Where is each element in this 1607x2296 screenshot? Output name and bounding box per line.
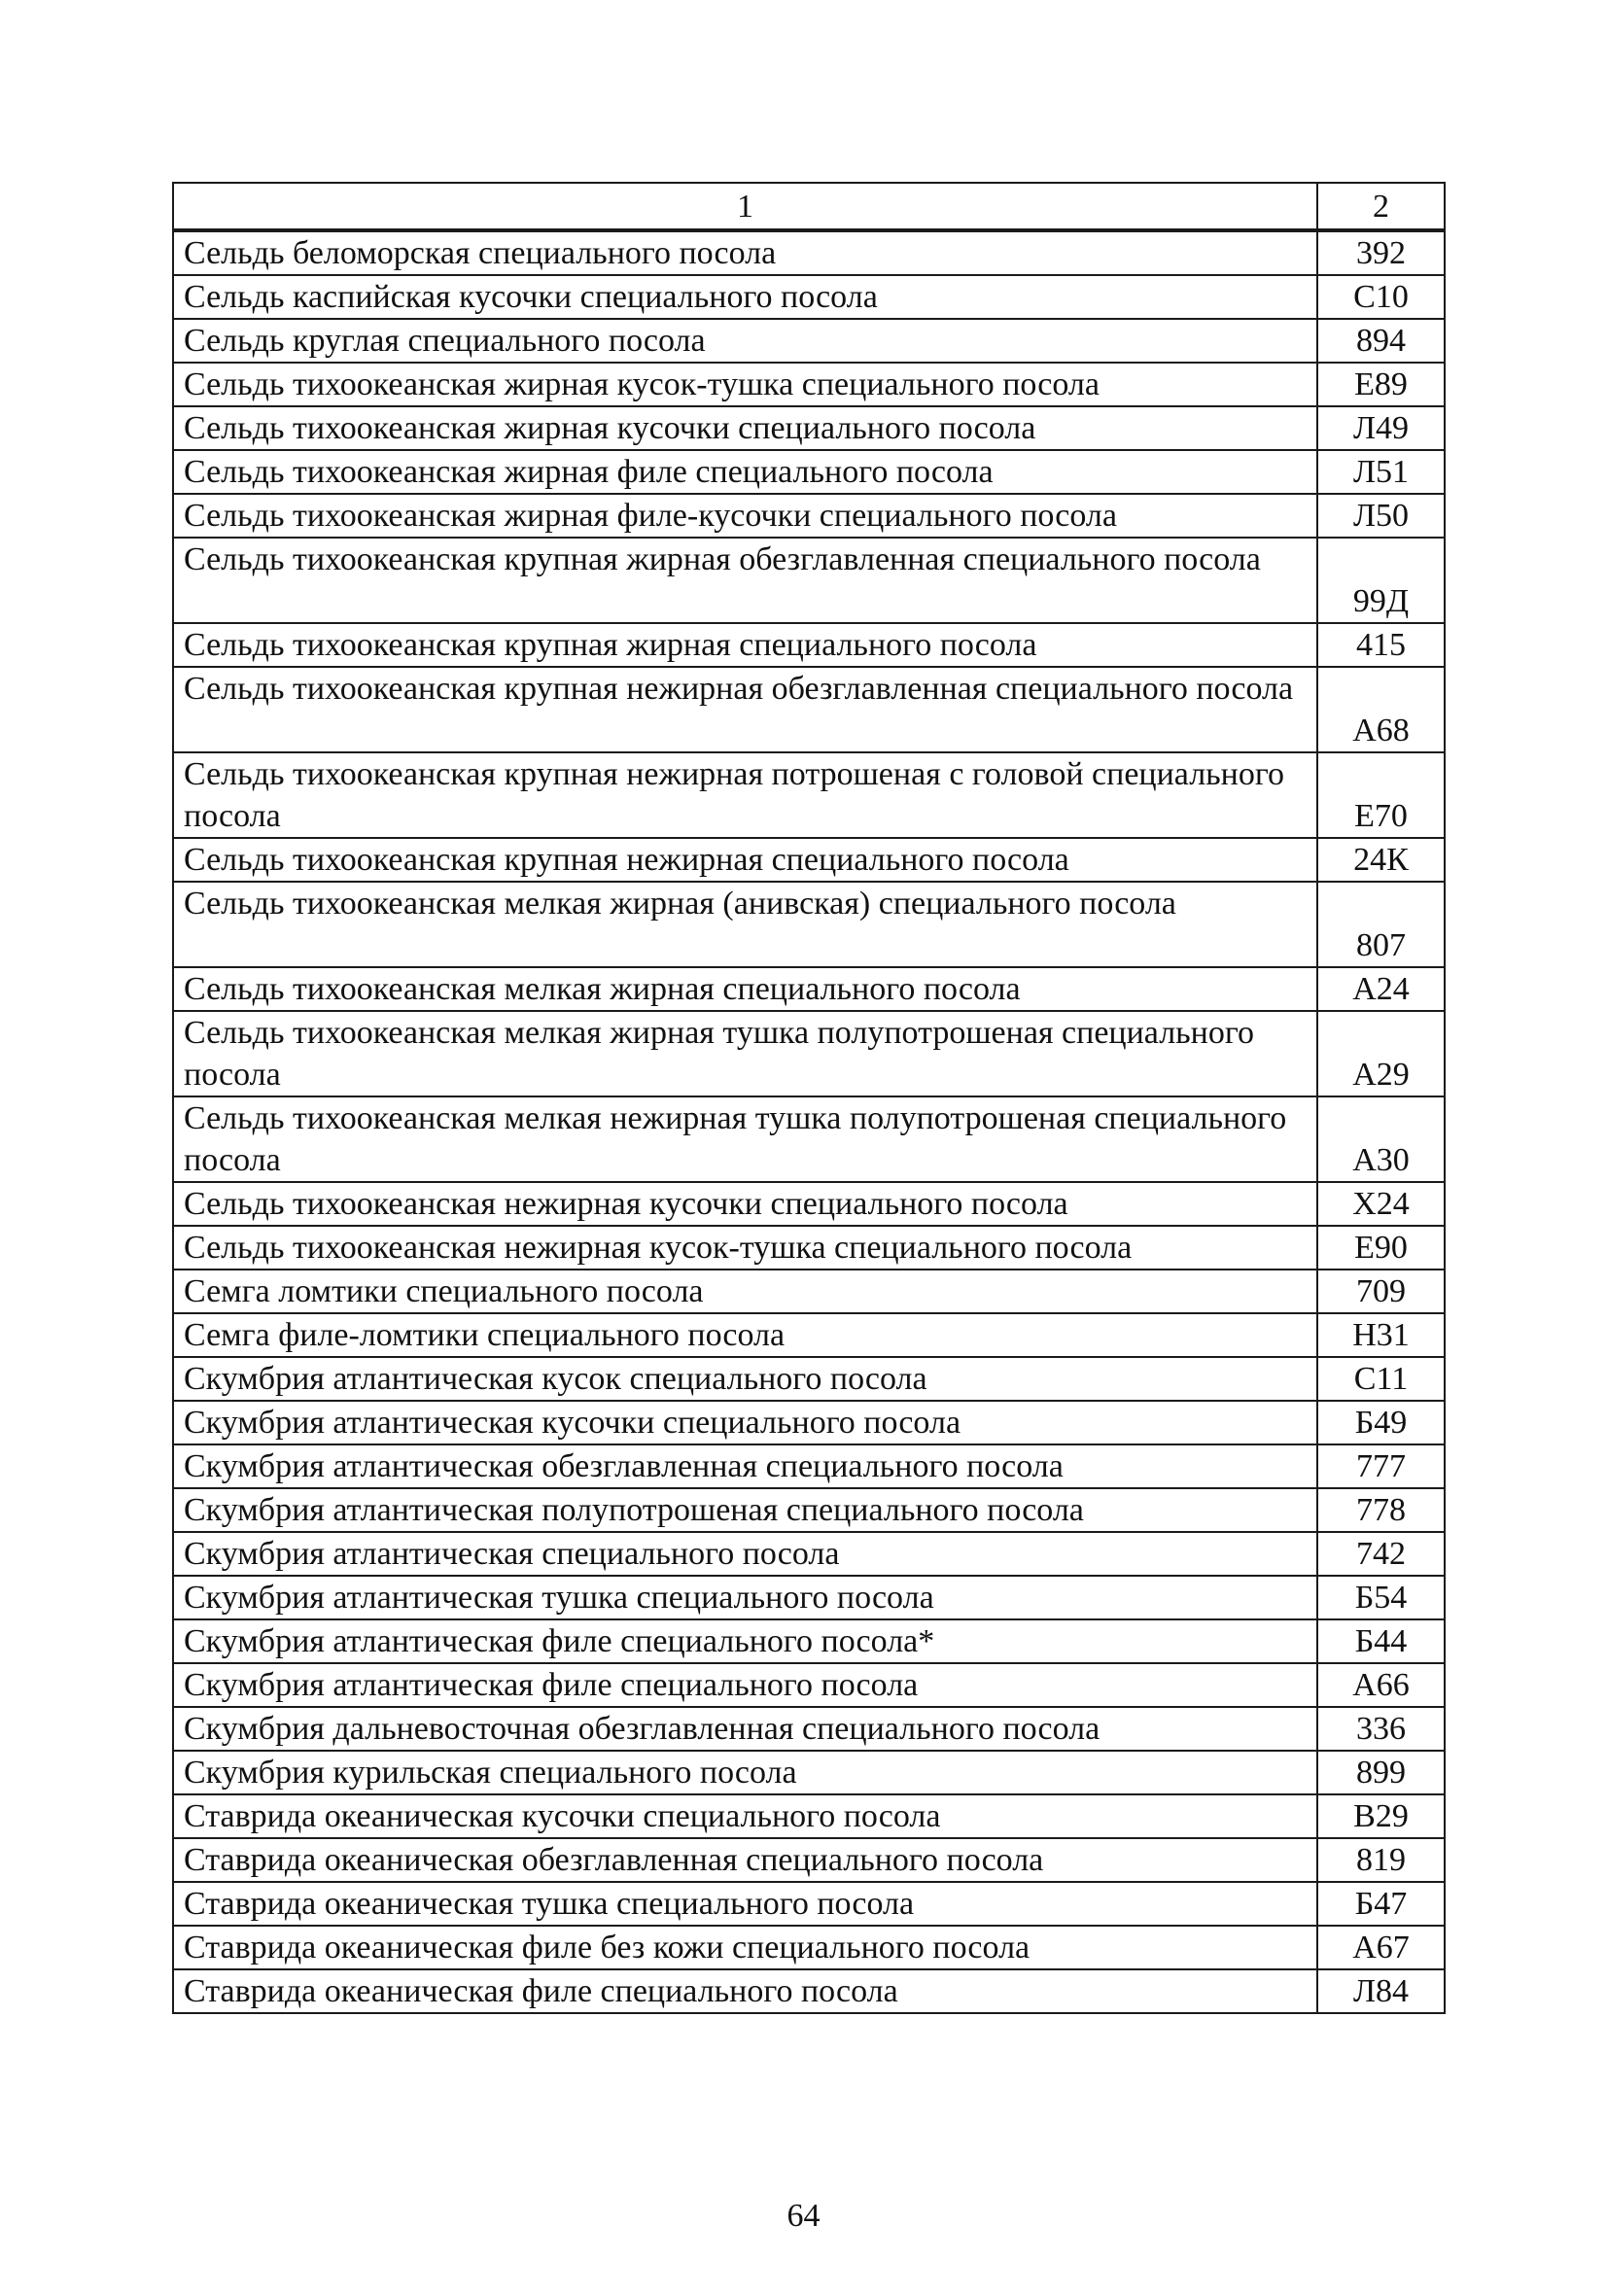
product-code-cell: 392: [1317, 230, 1445, 275]
table-row: [173, 838, 1445, 882]
product-code-cell: А29: [1317, 1011, 1445, 1096]
table-row: [173, 319, 1445, 363]
product-name-cell: Сельдь беломорская специального посола: [173, 230, 1317, 275]
table-header: [173, 183, 1445, 230]
table-row: [173, 275, 1445, 319]
table-row: [173, 406, 1445, 450]
table-row: [173, 538, 1445, 623]
table-row: [173, 1226, 1445, 1270]
table-row: [173, 450, 1445, 494]
table-row: [173, 623, 1445, 667]
product-code-cell: 819: [1317, 1838, 1445, 1882]
product-name-cell: Сельдь каспийская кусочки специального посола: [173, 275, 1317, 319]
product-name-cell: Ставрида океаническая кусочки специального посола: [173, 1794, 1317, 1838]
product-code-cell: Б54: [1317, 1576, 1445, 1619]
product-name-cell: Сельдь тихоокеанская крупная жирная обезглавленная специального посола: [173, 538, 1317, 623]
product-code-cell: Е70: [1317, 752, 1445, 838]
table-row: [173, 230, 1445, 275]
table-row: [173, 1926, 1445, 1969]
product-code-cell: С11: [1317, 1357, 1445, 1401]
product-code-cell: 894: [1317, 319, 1445, 363]
product-code-cell: Б49: [1317, 1401, 1445, 1444]
product-name-cell: Сельдь тихоокеанская нежирная кусок-тушка специального посола: [173, 1226, 1317, 1270]
product-name-cell: Сельдь тихоокеанская мелкая нежирная тушка полупотрошеная специального посола: [173, 1096, 1317, 1182]
product-code-cell: 336: [1317, 1707, 1445, 1751]
column-header-code: 2: [1317, 183, 1445, 230]
product-name-cell: Скумбрия атлантическая обезглавленная специального посола: [173, 1444, 1317, 1488]
product-code-cell: А30: [1317, 1096, 1445, 1182]
product-code-cell: Е90: [1317, 1226, 1445, 1270]
table-row: [173, 752, 1445, 838]
product-name-cell: Ставрида океаническая филе специального посола: [173, 1969, 1317, 2013]
product-code-cell: 24К: [1317, 838, 1445, 882]
product-name-cell: Семга филе-ломтики специального посола: [173, 1313, 1317, 1357]
product-name-cell: Сельдь тихоокеанская мелкая жирная (анивская) специального посола: [173, 882, 1317, 967]
table-row: [173, 1444, 1445, 1488]
product-code-cell: Б47: [1317, 1882, 1445, 1926]
table-row: [173, 1011, 1445, 1096]
table-row: [173, 1532, 1445, 1576]
product-name-cell: Скумбрия атлантическая филе специального посола*: [173, 1619, 1317, 1663]
product-name-cell: Сельдь тихоокеанская жирная кусок-тушка специального посола: [173, 363, 1317, 406]
product-name-cell: Скумбрия атлантическая полупотрошеная специального посола: [173, 1488, 1317, 1532]
product-code-cell: 742: [1317, 1532, 1445, 1576]
product-code-cell: Х24: [1317, 1182, 1445, 1226]
product-name-cell: Сельдь тихоокеанская мелкая жирная специального посола: [173, 967, 1317, 1011]
table-row: [173, 494, 1445, 538]
product-code-cell: А67: [1317, 1926, 1445, 1969]
table-row: [173, 1663, 1445, 1707]
product-code-cell: 709: [1317, 1270, 1445, 1313]
page-number: 64: [786, 2198, 821, 2234]
table-row: [173, 1707, 1445, 1751]
header-row: [173, 183, 1445, 230]
product-name-cell: Сельдь тихоокеанская крупная нежирная обезглавленная специального посола: [173, 667, 1317, 752]
table-row: [173, 1794, 1445, 1838]
product-name-cell: Сельдь тихоокеанская крупная жирная специального посола: [173, 623, 1317, 667]
product-code-cell: 99Д: [1317, 538, 1445, 623]
product-code-cell: Л51: [1317, 450, 1445, 494]
product-name-cell: Скумбрия атлантическая специального посола: [173, 1532, 1317, 1576]
table-row: [173, 1576, 1445, 1619]
product-name-cell: Сельдь тихоокеанская нежирная кусочки специального посола: [173, 1182, 1317, 1226]
product-name-cell: Сельдь тихоокеанская жирная кусочки специального посола: [173, 406, 1317, 450]
product-code-cell: В29: [1317, 1794, 1445, 1838]
table-row: [173, 363, 1445, 406]
product-name-cell: Ставрида океаническая тушка специального посола: [173, 1882, 1317, 1926]
table-row: [173, 1313, 1445, 1357]
product-name-cell: Скумбрия курильская специального посола: [173, 1751, 1317, 1794]
table-row: [173, 967, 1445, 1011]
product-name-cell: Сельдь тихоокеанская крупная нежирная специального посола: [173, 838, 1317, 882]
product-code-cell: А66: [1317, 1663, 1445, 1707]
table-row: [173, 1096, 1445, 1182]
product-code-table: [172, 182, 1446, 2014]
product-code-cell: Е89: [1317, 363, 1445, 406]
table-row: [173, 1401, 1445, 1444]
product-name-cell: Семга ломтики специального посола: [173, 1270, 1317, 1313]
product-code-cell: 777: [1317, 1444, 1445, 1488]
product-name-cell: Сельдь тихоокеанская жирная филе специального посола: [173, 450, 1317, 494]
product-code-cell: 899: [1317, 1751, 1445, 1794]
table-row: [173, 1969, 1445, 2013]
product-code-cell: А68: [1317, 667, 1445, 752]
product-code-cell: Л50: [1317, 494, 1445, 538]
product-code-cell: 807: [1317, 882, 1445, 967]
product-name-cell: Сельдь тихоокеанская жирная филе-кусочки специального посола: [173, 494, 1317, 538]
product-code-cell: Л84: [1317, 1969, 1445, 2013]
table-row: [173, 1751, 1445, 1794]
product-name-cell: Сельдь тихоокеанская крупная нежирная потрошеная с головой специального посола: [173, 752, 1317, 838]
product-code-cell: Б44: [1317, 1619, 1445, 1663]
product-code-cell: 415: [1317, 623, 1445, 667]
table-row: [173, 667, 1445, 752]
product-code-cell: 778: [1317, 1488, 1445, 1532]
product-code-cell: А24: [1317, 967, 1445, 1011]
table-row: [173, 1357, 1445, 1401]
table-row: [173, 1270, 1445, 1313]
product-name-cell: Сельдь круглая специального посола: [173, 319, 1317, 363]
product-name-cell: Ставрида океаническая филе без кожи специального посола: [173, 1926, 1317, 1969]
table-row: [173, 882, 1445, 967]
product-name-cell: Скумбрия атлантическая филе специального посола: [173, 1663, 1317, 1707]
product-code-cell: С10: [1317, 275, 1445, 319]
product-name-cell: Скумбрия атлантическая кусок специального посола: [173, 1357, 1317, 1401]
product-name-cell: Сельдь тихоокеанская мелкая жирная тушка полупотрошеная специального посола: [173, 1011, 1317, 1096]
table-row: [173, 1488, 1445, 1532]
table-body: [173, 230, 1445, 2013]
column-header-name: 1: [173, 183, 1317, 230]
product-name-cell: Скумбрия атлантическая тушка специального посола: [173, 1576, 1317, 1619]
table-row: [173, 1182, 1445, 1226]
table-row: [173, 1882, 1445, 1926]
product-code-cell: Н31: [1317, 1313, 1445, 1357]
table-row: [173, 1619, 1445, 1663]
product-code-cell: Л49: [1317, 406, 1445, 450]
product-name-cell: Скумбрия атлантическая кусочки специального посола: [173, 1401, 1317, 1444]
product-name-cell: Скумбрия дальневосточная обезглавленная специального посола: [173, 1707, 1317, 1751]
product-name-cell: Ставрида океаническая обезглавленная специального посола: [173, 1838, 1317, 1882]
table-row: [173, 1838, 1445, 1882]
